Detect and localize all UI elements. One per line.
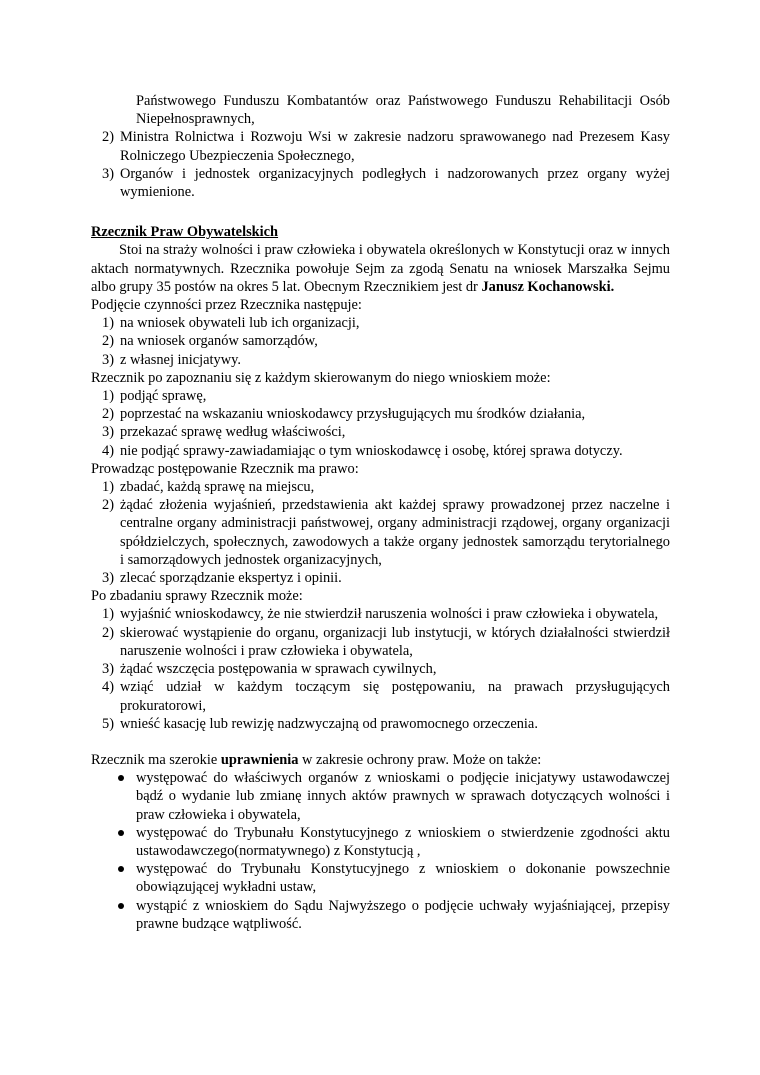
list-item bbox=[91, 660, 670, 678]
powers-text-post: w zakresie ochrony praw. Może on także: bbox=[298, 751, 542, 768]
list-text: nie podjąć sprawy-zawiadamiając o tym wnioskodawcę i osobę, której sprawa dotyczy. bbox=[120, 442, 623, 459]
powers-intro bbox=[91, 751, 670, 769]
list-number: 2) bbox=[102, 406, 114, 423]
document-page bbox=[91, 92, 670, 933]
list-item bbox=[91, 128, 670, 164]
start-list bbox=[91, 314, 670, 369]
list-text: Ministra Rolnictwa i Rozwoju Wsi w zakresie nadzoru sprawowanego nad Prezesem Kasy Rolniczego Ubezpieczenia Społecznego, bbox=[120, 129, 670, 164]
spacer bbox=[91, 733, 670, 751]
list-item bbox=[91, 478, 670, 496]
list-item bbox=[91, 624, 670, 660]
bullet-text: występować do Trybunału Konstytucyjnego z wnioskiem o stwierdzenie zgodności aktu ustawodawczego(normatywnego) z Konstytucją , bbox=[136, 824, 670, 859]
conduct-label: Prowadząc postępowanie Rzecznik ma prawo: bbox=[91, 460, 359, 477]
bullet-item bbox=[91, 860, 670, 896]
bullet-text: występować do właściwych organów z wnioskami o podjęcie inicjatywy ustawodawczej bądź o wydanie lub zmianę innych aktów prawnych w sprawach dotyczących wolności i praw człowieka i obywatela, bbox=[136, 770, 670, 823]
list-text: wyjaśnić wnioskodawcy, że nie stwierdził naruszenia wolności i praw człowieka i obywatela, bbox=[120, 606, 659, 623]
list-number: 2) bbox=[102, 333, 114, 350]
list-number: 2) bbox=[102, 129, 114, 146]
list-item bbox=[91, 405, 670, 423]
list-text: wziąć udział w każdym toczącym się postępowaniu, na prawach przysługujących prokuratorowi, bbox=[120, 679, 670, 714]
after-label: Rzecznik po zapoznaniu się z każdym skierowanym do niego wnioskiem może: bbox=[91, 369, 551, 386]
list-number: 2) bbox=[102, 624, 114, 641]
list-number: 3) bbox=[102, 424, 114, 441]
powers-keyword: uprawnienia bbox=[220, 751, 299, 768]
list-item bbox=[91, 678, 670, 714]
list-text: wnieść kasację lub rewizję nadzwyczajną od prawomocnego orzeczenia. bbox=[120, 715, 538, 732]
bullet-icon bbox=[91, 824, 136, 860]
list-item bbox=[91, 332, 670, 350]
start-label: Podjęcie czynności przez Rzecznika następuje: bbox=[91, 297, 362, 314]
exam-label: Po zbadaniu sprawy Rzecznik może: bbox=[91, 588, 303, 605]
supervision-list bbox=[91, 128, 670, 201]
list-text: na wniosek obywateli lub ich organizacji, bbox=[120, 315, 360, 332]
list-item bbox=[91, 605, 670, 623]
bullet-icon bbox=[91, 860, 136, 896]
list-number: 3) bbox=[102, 351, 114, 368]
list-text: żądać wszczęcia postępowania w sprawach cywilnych, bbox=[120, 661, 437, 678]
list-number: 5) bbox=[102, 715, 114, 732]
list-number: 2) bbox=[102, 497, 114, 514]
bullet-item bbox=[91, 769, 670, 824]
list-text: z własnej inicjatywy. bbox=[120, 351, 241, 368]
list-text: zbadać, każdą sprawę na miejscu, bbox=[120, 479, 315, 496]
list-number: 1) bbox=[102, 606, 114, 623]
list-text: Organów i jednostek organizacyjnych podległych i nadzorowanych przez organy wyżej wymienione. bbox=[120, 165, 670, 201]
bullet-item bbox=[91, 897, 670, 933]
powers-list bbox=[91, 769, 670, 933]
list-number: 3) bbox=[102, 570, 114, 587]
ombudsman-name: Janusz Kochanowski. bbox=[481, 278, 615, 295]
list-item bbox=[91, 314, 670, 332]
list-number: 3) bbox=[102, 165, 114, 182]
bullet-text: wystąpić z wnioskiem do Sądu Najwyższego o podjęcie uchwały wyjaśniającej, przepisy prawne budzące wątpliwość. bbox=[136, 897, 670, 932]
list-item bbox=[91, 569, 670, 587]
list-number: 3) bbox=[102, 661, 114, 678]
powers-text-pre: Rzecznik ma szerokie bbox=[91, 751, 221, 768]
intro-paragraph bbox=[91, 241, 670, 296]
exam-list bbox=[91, 605, 670, 732]
bullet-item bbox=[91, 824, 670, 860]
list-item bbox=[91, 496, 670, 569]
bullet-icon bbox=[91, 897, 136, 933]
list-item bbox=[91, 387, 670, 405]
list-item bbox=[91, 351, 670, 369]
list-text: na wniosek organów samorządów, bbox=[120, 333, 318, 350]
after-list bbox=[91, 387, 670, 460]
list-item bbox=[91, 442, 670, 460]
list-number: 4) bbox=[102, 679, 114, 696]
list-item-continuation: Państwowego Funduszu Kombatantów oraz Państwowego Funduszu Rehabilitacji Osób Niepełnosprawnych, bbox=[136, 93, 670, 128]
list-text: poprzestać na wskazaniu wnioskodawcy przysługujących mu środków działania, bbox=[120, 406, 586, 423]
list-number: 1) bbox=[102, 479, 114, 496]
bullet-text: występować do Trybunału Konstytucyjnego z wnioskiem o dokonanie powszechnie obowiązującej wykładni ustaw, bbox=[136, 861, 670, 896]
conduct-list bbox=[91, 478, 670, 587]
list-item bbox=[91, 165, 670, 201]
bullet-icon bbox=[91, 769, 136, 824]
list-number: 1) bbox=[102, 388, 114, 405]
intro-text: Stoi na straży wolności i praw człowieka i obywatela określonych w Konstytucji oraz w innych aktach normatywnych. Rzecznika powołuje Sejm za zgodą Senatu na wniosek Marszałka Sejmu albo grupy 35 postów na okres 5 lat. Obecnym Rzecznikiem jest dr bbox=[91, 242, 670, 295]
list-text: skierować wystąpienie do organu, organizacji lub instytucji, w których działalności stwierdził naruszenie wolności i praw człowieka i obywatela, bbox=[120, 624, 670, 659]
list-text: podjąć sprawę, bbox=[120, 388, 207, 405]
list-text: żądać złożenia wyjaśnień, przedstawienia akt każdej sprawy prowadzonej przez naczelne i centralne organy administracji państwowej, organy administracji rządowej, organy organizacji spółdzielczych, społecznych, zawodowych a także organy jednostek samorządu terytorialnego i samorządowych jednostek organizacyjnych, bbox=[120, 497, 670, 568]
list-text: zlecać sporządzanie ekspertyz i opinii. bbox=[120, 570, 342, 587]
list-item bbox=[91, 423, 670, 441]
section-heading: Rzecznik Praw Obywatelskich bbox=[91, 224, 279, 241]
list-item bbox=[91, 715, 670, 733]
list-text: przekazać sprawę według właściwości, bbox=[120, 424, 346, 441]
list-number: 1) bbox=[102, 315, 114, 332]
list-number: 4) bbox=[102, 442, 114, 459]
